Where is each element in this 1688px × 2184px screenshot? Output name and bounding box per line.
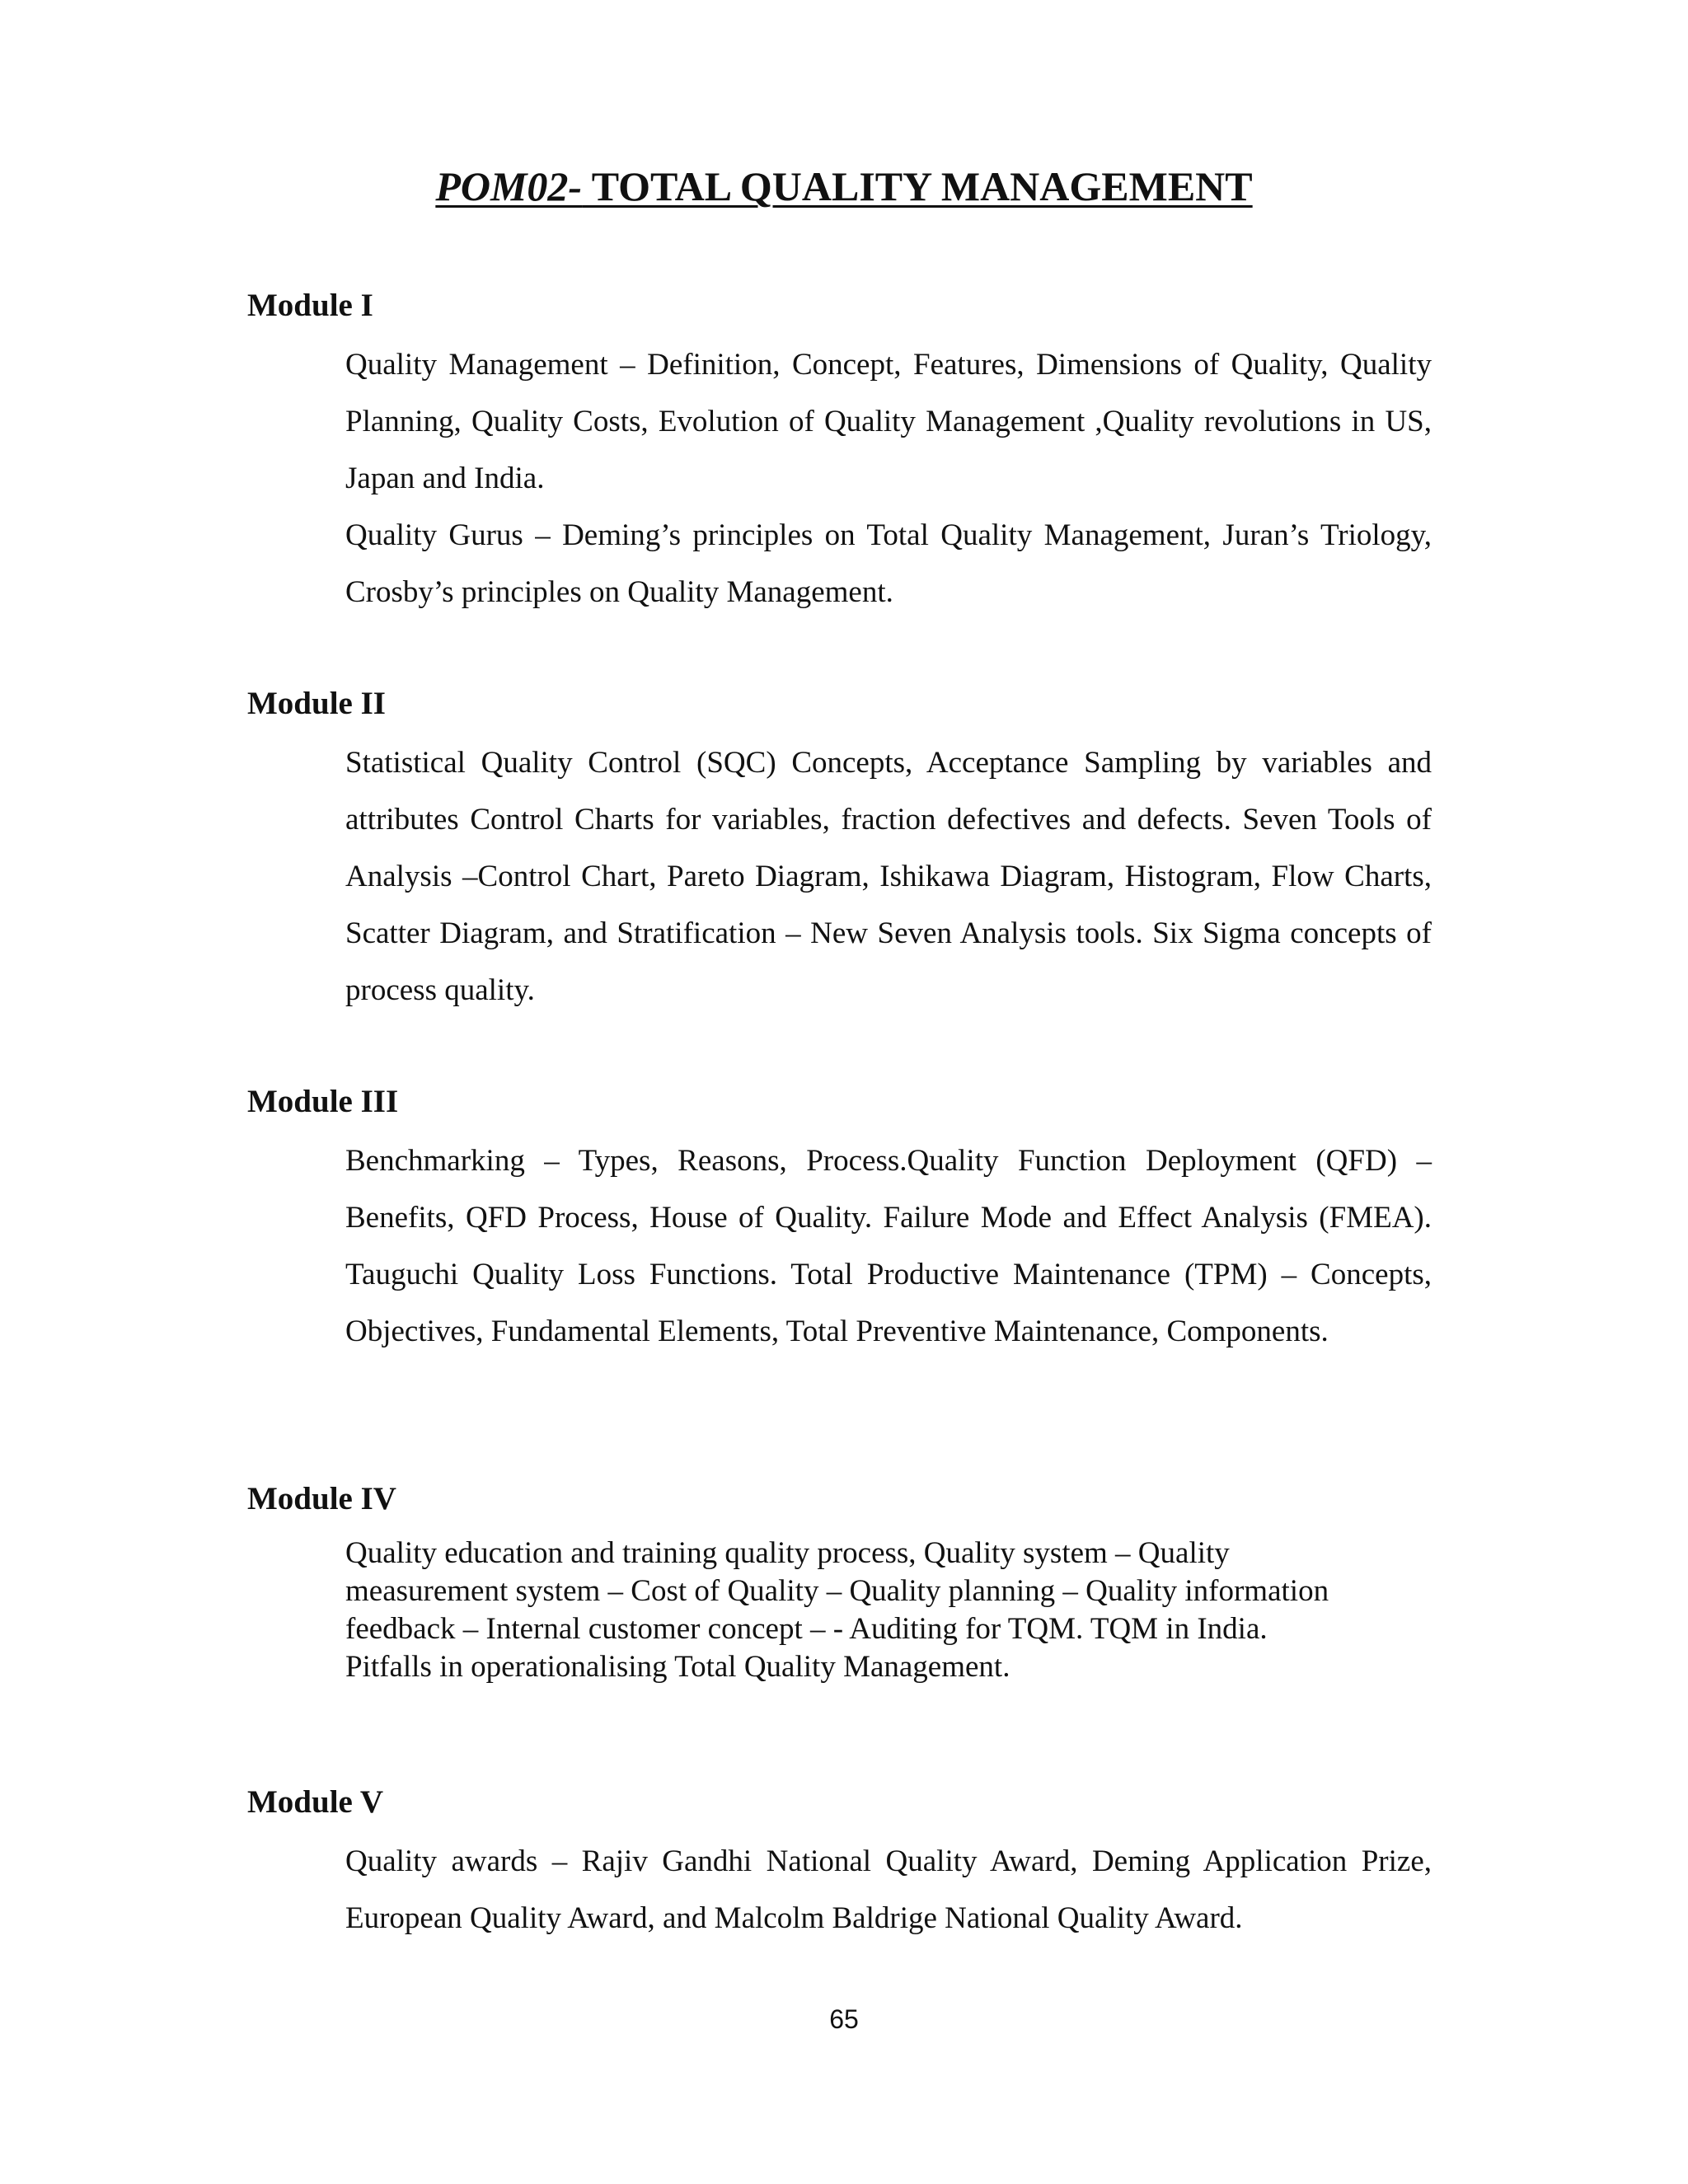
module-4-heading: Module IV [247, 1481, 396, 1516]
course-title: TOTAL QUALITY MANAGEMENT [582, 163, 1253, 209]
module-1-paragraph-1: Quality Management – Definition, Concept, Features, Dimensions of Quality, Quality Planning, Quality Costs, Evolution of Quality Management ,Quality revolutions in US, Japan and India. [345, 348, 1432, 495]
module-4-line-1: Quality education and training quality process, Quality system – Quality [345, 1536, 1230, 1570]
module-4-content [345, 1535, 1432, 1686]
course-code: POM02- [435, 163, 583, 209]
module-4-line-4: Pitfalls in operationalising Total Quality Management. [345, 1650, 1010, 1684]
module-3-content [345, 1132, 1432, 1360]
module-5-heading: Module V [247, 1784, 384, 1820]
module-3-heading: Module III [247, 1084, 399, 1119]
module-2-content [345, 734, 1432, 1019]
module-3-paragraph-1: Benchmarking – Types, Reasons, Process.Quality Function Deployment (QFD) – Benefits, QFD Process, House of Quality. Failure Mode and Effect Analysis (FMEA). Tauguchi Quality Loss Functions. Total Productive Maintenance (TPM) – Concepts, Objectives, Fundamental Elements, Total Preventive Maintenance, Components. [345, 1144, 1432, 1348]
module-5-content [345, 1833, 1432, 1947]
module-4-line-3: feedback – Internal customer concept – - Auditing for TQM. TQM in India. [345, 1612, 1268, 1646]
page-title [0, 162, 1688, 211]
module-1-heading: Module I [247, 288, 373, 323]
module-2-paragraph-1: Statistical Quality Control (SQC) Concepts, Acceptance Sampling by variables and attributes Control Charts for variables, fraction defectives and defects. Seven Tools of Analysis –Control Chart, Pareto Diagram, Ishikawa Diagram, Histogram, Flow Charts, Scatter Diagram, and Stratification – New Seven Analysis tools. Six Sigma concepts of process quality. [345, 746, 1432, 1007]
page-number: 65 [829, 2004, 859, 2034]
module-5-paragraph-1: Quality awards – Rajiv Gandhi National Quality Award, Deming Application Prize, European Quality Award, and Malcolm Baldrige National Quality Award. [345, 1844, 1432, 1935]
module-1-content [345, 336, 1432, 621]
module-4-line-2: measurement system – Cost of Quality – Quality planning – Quality information [345, 1574, 1329, 1608]
module-2-heading: Module II [247, 686, 386, 721]
module-1-paragraph-2: Quality Gurus – Deming’s principles on Total Quality Management, Juran’s Triology, Crosby’s principles on Quality Management. [345, 518, 1432, 609]
